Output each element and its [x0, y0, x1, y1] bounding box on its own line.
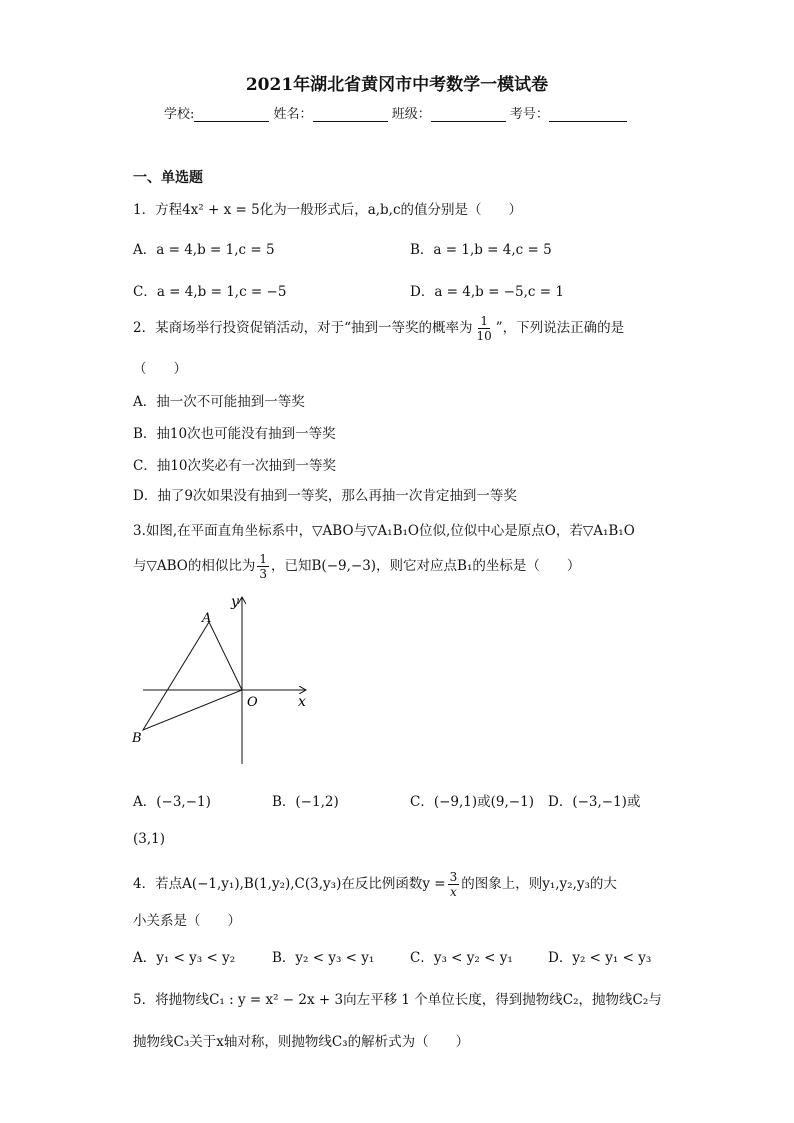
q4-option-d: D．y₂ < y₁ < y₃ — [548, 950, 652, 966]
q3-line1: 3.如图,在平面直角坐标系中，▽ABO与▽A₁B₁O位似,位似中心是原点O，若▽A₁B₁O — [133, 523, 635, 539]
school-label: 学校: — [164, 107, 195, 122]
q4-line2: 小关系是（ ） — [133, 913, 241, 929]
y-axis-label: y — [231, 594, 239, 610]
section-heading: 一、单选题 — [133, 170, 203, 186]
name-blank — [313, 107, 388, 122]
q4-option-b: B．y₂ < y₃ < y₁ — [272, 950, 375, 966]
class-blank — [431, 107, 506, 122]
q3-frac-num: 1 — [259, 552, 268, 566]
q1-stem: 1．方程4x² + x = 5化为一般形式后，a,b,c的值分别是（ ） — [133, 202, 523, 218]
student-info-line — [164, 103, 627, 122]
q1-option-a: A．a = 4,b = 1,c = 5 — [133, 242, 275, 258]
q3-line2-after: ，已知B(−9,−3)，则它对应点B₁的坐标是（ ） — [271, 558, 581, 574]
q4-option-c: C．y₃ < y₂ < y₁ — [410, 950, 513, 966]
x-axis-label: x — [298, 694, 306, 710]
school-blank — [194, 107, 269, 122]
q1-option-d: D．a = 4,b = −5,c = 1 — [410, 284, 564, 300]
q2-option-b: B．抽10次也可能没有抽到一等奖 — [133, 426, 336, 442]
q3-frac-den: 3 — [259, 567, 268, 581]
q3-option-d-cont: (3,1) — [133, 831, 166, 847]
q2-option-a: A．抽一次不可能抽到一等奖 — [133, 394, 305, 410]
q4-fraction — [448, 870, 460, 899]
origin-label: O — [247, 695, 258, 710]
triangle-abo — [143, 622, 242, 730]
q2-option-d: D．抽了9次如果没有抽到一等奖，那么再抽一次肯定抽到一等奖 — [133, 488, 517, 504]
q4-frac-den: x — [450, 885, 457, 899]
q2-frac-num: 1 — [480, 314, 488, 328]
q3-line2-before: 与▽ABO的相似比为 — [133, 558, 256, 574]
q1-option-c: C．a = 4,b = 1,c = −5 — [133, 284, 287, 300]
name-label: 姓名： — [273, 107, 313, 122]
q3-line2 — [133, 552, 580, 581]
q4-line1 — [133, 870, 617, 899]
q2-fraction — [475, 314, 494, 343]
q3-option-a: A．(−3,−1) — [133, 794, 211, 810]
q4-line1-after: 的图象上，则y₁,y₂,y₃的大 — [461, 876, 617, 892]
coordinate-figure — [125, 592, 325, 772]
q5-line2: 抛物线C₃关于x轴对称，则抛物线C₃的解析式为（ ） — [133, 1034, 470, 1050]
number-blank — [549, 107, 627, 122]
q4-option-a: A．y₁ < y₃ < y₂ — [133, 950, 236, 966]
q3-option-d: D．(−3,−1)或 — [548, 794, 641, 810]
q2-stem-after: ”，下列说法正确的是 — [495, 320, 625, 336]
q4-frac-num: 3 — [449, 870, 458, 884]
class-label: 班级： — [391, 107, 431, 122]
q3-fraction — [257, 552, 269, 581]
point-a-label: A — [202, 611, 212, 626]
q2-stem — [133, 314, 624, 343]
q3-option-c: C．(−9,1)或(9,−1) — [410, 794, 534, 810]
q2-stem-before: 2．某商场举行投资促销活动，对于“抽到一等奖的概率为 — [133, 320, 473, 336]
number-label: 考号： — [509, 107, 549, 122]
q1-option-b: B．a = 1,b = 4,c = 5 — [410, 242, 552, 258]
q2-paren: （ ） — [133, 361, 187, 377]
point-b-label: B — [132, 731, 142, 746]
page-title: 2021年湖北省黄冈市中考数学一模试卷 — [245, 75, 549, 95]
q3-option-b: B．(−1,2) — [272, 794, 339, 810]
q2-frac-den: 10 — [476, 329, 492, 343]
q4-line1-before: 4．若点A(−1,y₁),B(1,y₂),C(3,y₃)在反比例函数y = — [133, 876, 446, 892]
q5-line1: 5．将抛物线C₁ : y = x² − 2x + 3向左平移 1 个单位长度，得到抛物线C₂，抛物线C₂与 — [133, 992, 662, 1008]
q2-option-c: C．抽10次奖必有一次抽到一等奖 — [133, 458, 337, 474]
